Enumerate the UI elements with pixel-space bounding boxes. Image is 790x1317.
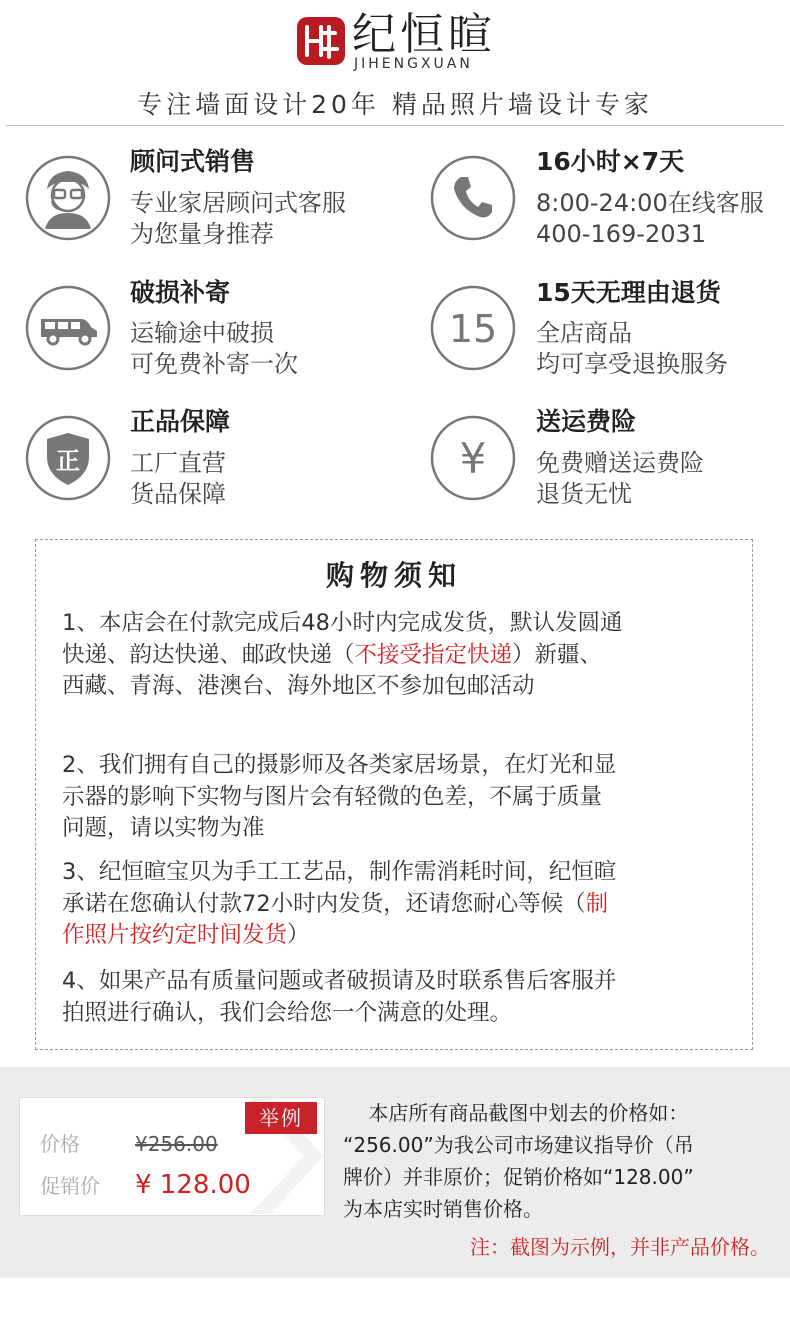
truck-icon [25, 285, 111, 371]
feature-title: 送运费险 [536, 407, 637, 436]
feature-title: 16小时×7天 [536, 147, 685, 176]
feature-title: 正品保障 [130, 407, 231, 436]
explanation-line: 本店所有商品截图中划去的价格如： [343, 1101, 689, 1125]
svg-text:¥: ¥ [459, 434, 487, 483]
notice-line: 承诺在您确认付款72小时内发货，还请您耐心等候（制 [62, 890, 609, 917]
price-note: 注：截图为示例，并非产品价格。 [470, 1235, 770, 1259]
feature-line: 为您量身推荐 [130, 220, 274, 248]
svg-text:15: 15 [448, 307, 498, 351]
notice-line: 拍照进行确认，我们会给您一个满意的处理。 [62, 999, 513, 1026]
phone-icon [430, 155, 516, 241]
feature-line: 8:00-24:00在线客服 [536, 189, 764, 217]
consultant-icon [25, 155, 111, 241]
yen-icon [430, 415, 516, 501]
original-price: ¥256.00 [135, 1132, 218, 1156]
notice-highlight: 不接受指定快递 [354, 641, 513, 668]
price-explanation [343, 1097, 783, 1225]
feature-title: 顾问式销售 [130, 147, 256, 176]
explanation-line: 为本店实时销售价格。 [343, 1197, 543, 1221]
feature-line: 专业家居顾问式客服 [130, 189, 346, 217]
notice-paragraph-4 [62, 966, 742, 1029]
explanation-line: 牌价）并非原价；促销价格如“128.00” [343, 1165, 694, 1189]
notice-line: 示器的影响下实物与图片会有轻微的色差，不属于质量 [62, 783, 603, 810]
header-divider [6, 125, 784, 126]
notice-line: 2、我们拥有自己的摄影师及各类家居场景，在灯光和显 [62, 752, 617, 778]
notice-line: 问题，请以实物为准 [62, 815, 265, 841]
svg-text:正: 正 [56, 447, 80, 475]
brand-name-en: JIHENGXUAN [354, 56, 473, 72]
notice-title: 购物须知 [325, 559, 462, 592]
brand-name-cn: 纪恒暄 [352, 9, 496, 60]
feature-title: 15天无理由退货 [536, 278, 721, 307]
notice-paragraph-1 [62, 608, 742, 703]
notice-line: 4、如果产品有质量问题或者破损请及时联系售后客服并 [62, 968, 617, 994]
feature-line: 货品保障 [130, 480, 226, 508]
shield-icon [25, 415, 111, 501]
feature-title: 破损补寄 [130, 278, 231, 307]
brand-logo-icon [293, 13, 349, 69]
notice-line: 西藏、青海、港澳台、海外地区不参加包邮活动 [62, 673, 535, 699]
feature-line: 全店商品 [536, 319, 632, 347]
notice-line: 1、本店会在付款完成后48小时内完成发货，默认发圆通 [62, 610, 623, 636]
feature-line: 退货无忧 [536, 480, 632, 508]
sale-price: ¥ 128.00 [135, 1170, 251, 1200]
price-label: 价格 [40, 1132, 80, 1156]
fifteen-icon [430, 285, 516, 371]
notice-line: 快递、韵达快递、邮政快递（不接受指定快递）新疆、 [62, 641, 603, 668]
notice-paragraph-3 [62, 857, 742, 952]
feature-line: 免费赠送运费险 [536, 449, 704, 477]
notice-highlight: 制 [585, 890, 609, 917]
feature-line: 400-169-2031 [536, 220, 707, 248]
notice-line: 3、纪恒暄宝贝为手工工艺品，制作需消耗时间，纪恒暄 [62, 859, 617, 885]
notice-paragraph-2 [62, 750, 742, 845]
feature-line: 工厂直营 [130, 449, 226, 477]
feature-line: 运输途中破损 [130, 319, 274, 347]
tagline: 专注墙面设计20年 精品照片墙设计专家 [137, 90, 653, 119]
notice-highlight: 作照片按约定时间发货 [62, 922, 288, 948]
example-tag: 举例 [245, 1102, 317, 1134]
feature-line: 可免费补寄一次 [130, 350, 298, 378]
feature-line: 均可享受退换服务 [536, 350, 728, 378]
sale-price-label: 促销价 [40, 1174, 100, 1198]
notice-line: 作照片按约定时间发货） [62, 922, 310, 948]
explanation-line: “256.00”为我公司市场建议指导价（吊 [343, 1133, 694, 1157]
